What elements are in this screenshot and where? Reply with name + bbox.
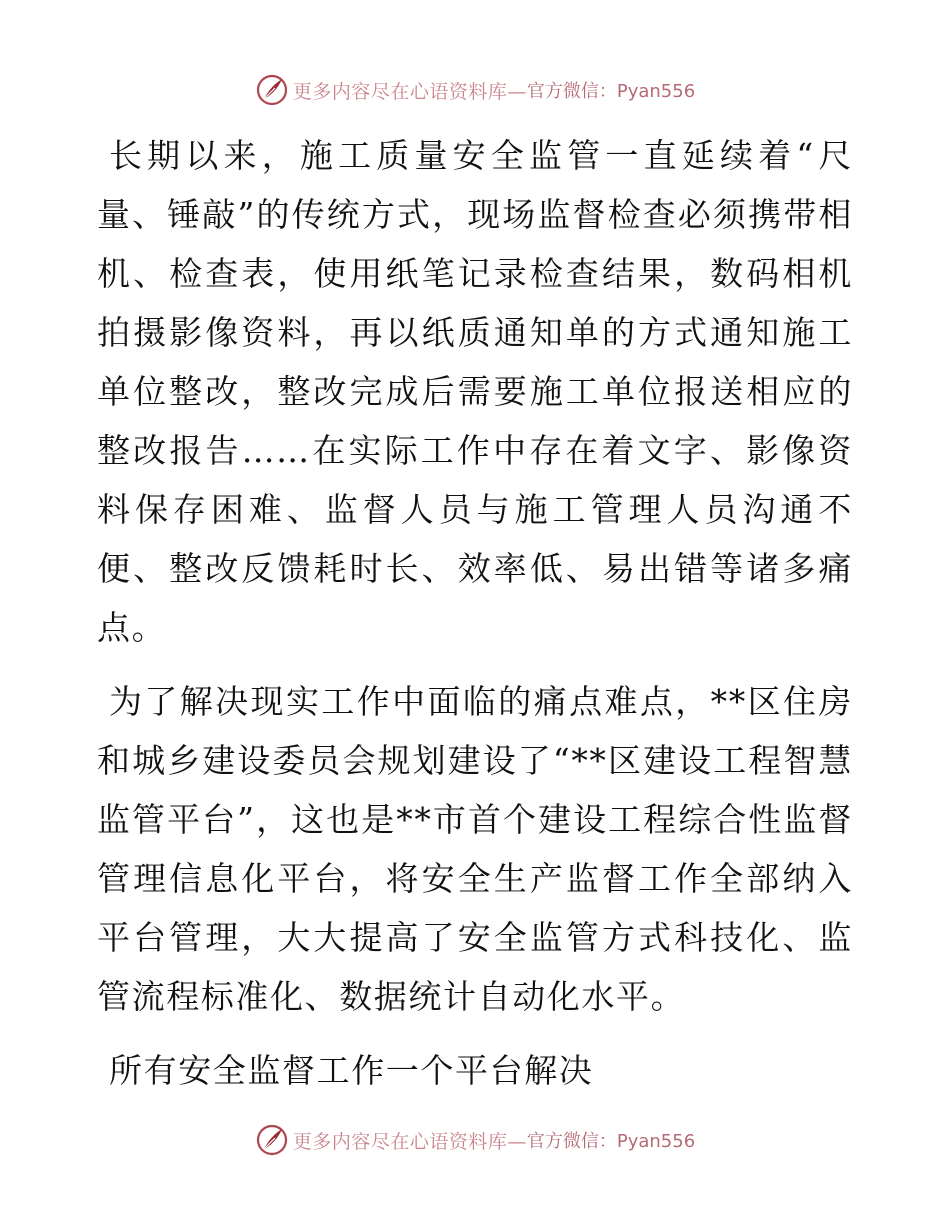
feather-pen-logo-icon bbox=[255, 73, 289, 107]
banner-brand-text: 更多内容尽在心语资料库— bbox=[292, 80, 527, 103]
paragraph-2: 为了解决现实工作中面临的痛点难点，**区住房和城乡建设委员会规划建设了“**区建设工程智慧监管平台”，这也是**市首个建设工程综合性监督管理信息化平台，将安全生产监督工作全部纳入平台管理，大大提高了安全监管方式科技化、监管流程标准化、数据统计自动化水平。 bbox=[97, 682, 853, 1016]
banner-wechat-text: 官方微信：Pyan556 bbox=[526, 81, 696, 102]
feather-pen-logo-icon bbox=[255, 1123, 289, 1157]
banner-brand-text: 更多内容尽在心语资料库— bbox=[292, 1130, 527, 1153]
header-banner bbox=[0, 70, 950, 110]
paragraph-3: 所有安全监督工作一个平台解决 bbox=[109, 1051, 594, 1090]
banner-wechat-text: 官方微信：Pyan556 bbox=[526, 1131, 696, 1152]
footer-banner bbox=[0, 1120, 950, 1160]
paragraph-1: 长期以来，施工质量安全监管一直延续着“尺量、锤敲”的传统方式，现场监督检查必须携带相机、检查表，使用纸笔记录检查结果，数码相机拍摄影像资料，再以纸质通知单的方式通知施工单位整改，整改完成后需要施工单位报送相应的整改报告……在实际工作中存在着文字、影像资料保存困难、监督人员与施工管理人员沟通不便、整改反馈耗时长、效率低、易出错等诸多痛点。 bbox=[97, 136, 853, 647]
document-body bbox=[97, 126, 853, 1100]
